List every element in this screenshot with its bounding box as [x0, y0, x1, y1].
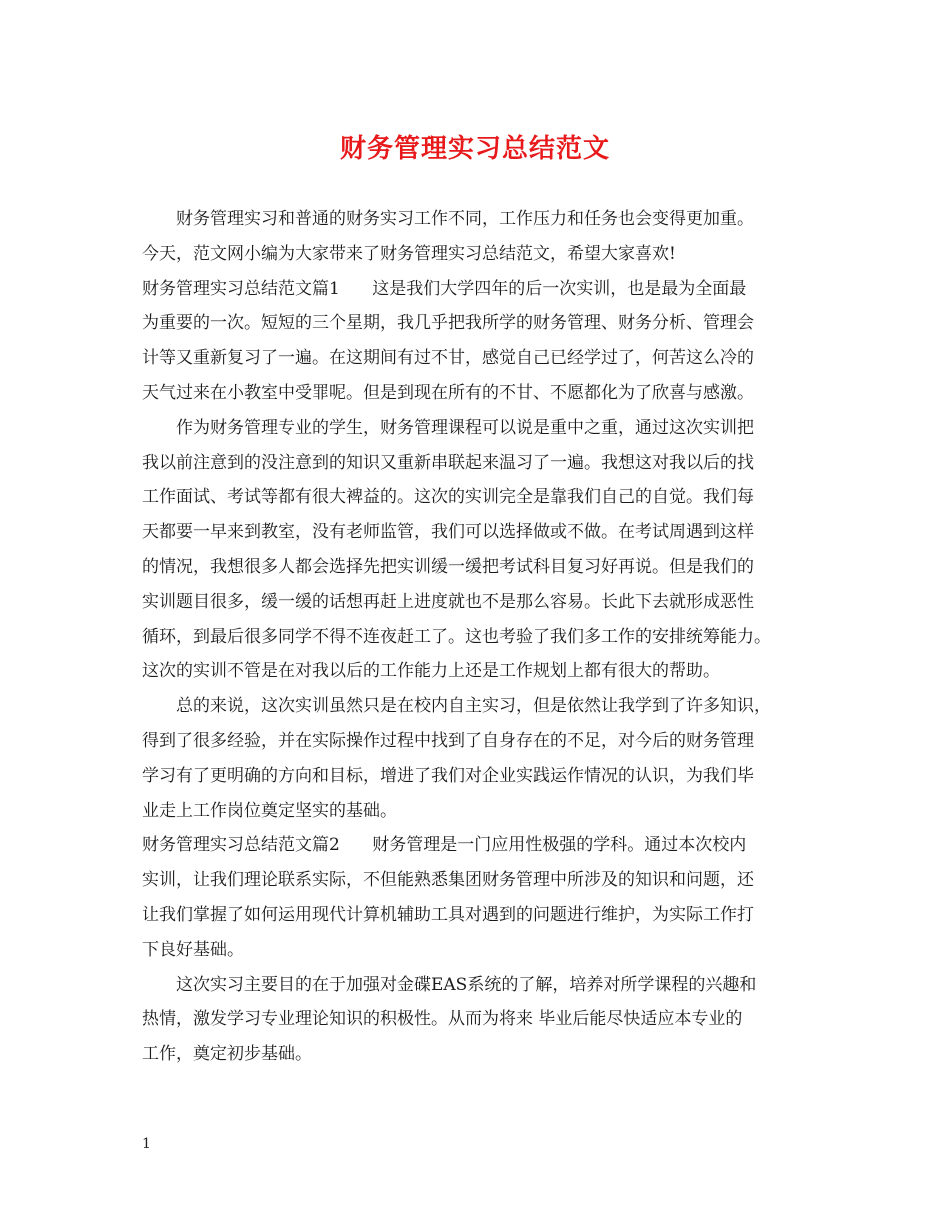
text-line: 天都要一早来到教室，没有老师监管，我们可以选择做或不做。在考试周遇到这样: [142, 522, 754, 543]
text-line: 财务管理实习总结范文篇2 财务管理是一门应用性极强的学科。通过本次校内: [142, 835, 747, 856]
text-line: 天气过来在小教室中受罪呢。但是到现在所有的不甘、不愿都化为了欣喜与感激。: [142, 382, 754, 403]
text-line: 财务管理实习总结范文篇1 这是我们大学四年的后一次实训，也是最为全面最: [142, 278, 747, 299]
text-line: 让我们掌握了如何运用现代计算机辅助工具对遇到的问题进行维护，为实际工作打: [142, 904, 754, 925]
text-line: 财务管理实习和普通的财务实习工作不同，工作压力和任务也会变得更加重。: [176, 209, 754, 229]
text-line: 热情，激发学习专业理论知识的积极性。从而为将来 毕业后能尽快适应本专业的: [142, 1009, 743, 1030]
text-line: 的情况，我想很多人都会选择先把实训缓一缓把考试科目复习好再说。但是我们的: [142, 556, 754, 577]
text-line: 我以前注意到的没注意到的知识又重新串联起来温习了一遍。我想这对我以后的找: [142, 452, 754, 473]
text-line: 计等又重新复习了一遍。在这期间有过不甘，感觉自己已经学过了，何苦这么冷的: [142, 348, 754, 369]
text-line: 这次的实训不管是在对我以后的工作能力上还是工作规划上都有很大的帮助。: [142, 661, 720, 682]
text-line: 为重要的一次。短短的三个星期，我几乎把我所学的财务管理、财务分析、管理会: [142, 313, 754, 334]
text-line: 工作面试、考试等都有很大裨益的。这次的实训完全是靠我们自己的自觉。我们每: [142, 487, 754, 508]
text-line: 作为财务管理专业的学生，财务管理课程可以说是重中之重，通过这次实训把: [176, 417, 754, 438]
text-line: 今天，范文网小编为大家带来了财务管理实习总结范文，希望大家喜欢!: [142, 243, 676, 264]
text-line: 实训，让我们理论联系实际，不但能熟悉集团财务管理中所涉及的知识和问题，还: [142, 870, 754, 891]
text-line: 业走上工作岗位奠定坚实的基础。: [142, 800, 397, 821]
text-line: 学习有了更明确的方向和目标，增进了我们对企业实践运作情况的认识，为我们毕: [142, 765, 754, 786]
document-title: 财务管理实习总结范文: [339, 134, 610, 164]
page-number: 1: [142, 1136, 151, 1152]
text-line: 总的来说，这次实训虽然只是在校内自主实习，但是依然让我学到了许多知识，: [176, 696, 771, 717]
text-line: 得到了很多经验，并在实际操作过程中找到了自身存在的不足，对今后的财务管理: [142, 730, 754, 751]
document-body: [142, 202, 810, 1072]
text-line: 工作，奠定初步基础。: [142, 1044, 312, 1065]
text-line: 这次实习主要目的在于加强对金碟EAS系统的了解，培养对所学课程的兴趣和: [176, 974, 757, 995]
text-line: 下良好基础。: [142, 939, 244, 960]
text-line: 循环，到最后很多同学不得不连夜赶工了。这也考验了我们多工作的安排统筹能力。: [142, 626, 771, 647]
text-line: 实训题目很多，缓一缓的话想再赶上进度就也不是那么容易。长此下去就形成恶性: [142, 591, 754, 612]
